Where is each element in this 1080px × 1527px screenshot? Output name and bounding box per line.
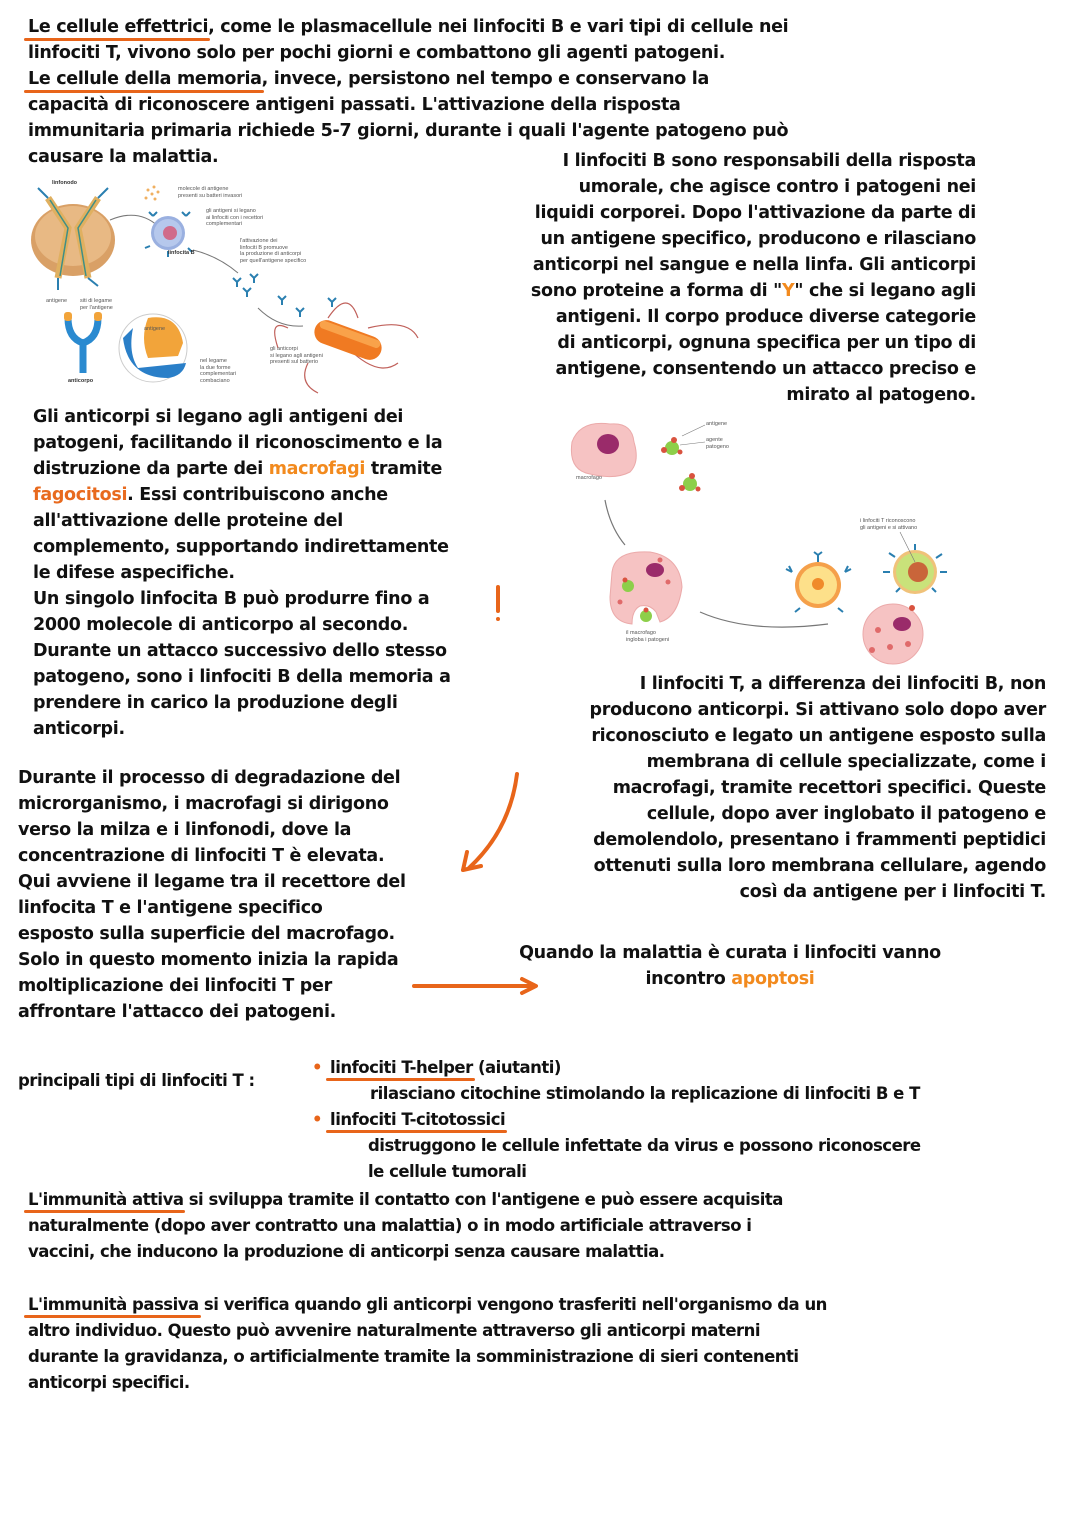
engulfing-macrophage-icon xyxy=(610,552,682,624)
active-immunity-paragraph: L'immunità attiva si sviluppa tramite il contatto con l'antigene e può essere acquisita naturalmente (dopo aver contratto una malattia) o in modo artificiale attraverso i vaccini, che inducono la produzione di anticorpi senza causare malattia. xyxy=(28,1190,783,1261)
t-types-label: principali tipi di linfociti T : xyxy=(18,1071,255,1090)
apoptosis-note: Quando la malattia è curata i linfociti vanno incontro apoptosi xyxy=(519,943,941,989)
intro-line-4: capacità di riconoscere antigeni passati. L'attivazione della risposta xyxy=(28,95,681,115)
apoptosi-highlight: apoptosi xyxy=(731,969,815,989)
intro-line-1: Le cellule effettrici, come le plasmacellule nei linfociti B e vari tipi di cellule nei xyxy=(28,17,789,37)
intro-line-5: immunitaria primaria richiede 5-7 giorni, durante i quali l'agente patogeno può xyxy=(28,121,789,141)
intro-line-6: causare la malattia. xyxy=(28,147,219,167)
macrofagi-highlight: macrofagi xyxy=(268,459,366,479)
t-cytotoxic-item: • linfociti T-citotossici xyxy=(312,1110,506,1129)
label-nel-legame: nel legame la due forme complementari combaciano xyxy=(200,358,237,384)
t-cytotoxic-term: linfociti T-citotossici xyxy=(330,1110,506,1129)
label-linfocita-b: linfocita B xyxy=(168,250,195,256)
t-helper-term: linfociti T-helper xyxy=(330,1058,473,1077)
intro-line-3: Le cellule della memoria, invece, persistono nel tempo e conservano la xyxy=(28,69,710,89)
active-immunity-term: L'immunità attiva xyxy=(28,1190,184,1209)
passive-immunity-paragraph: L'immunità passiva si verifica quando gli anticorpi vengono trasferiti nell'organismo da un altro individuo. Questo può avvenire naturalmente attraverso gli anticorpi materni durante la gravidanza, o artificialmente tramite la somministrazione di sieri contenenti anticorpi specifici. xyxy=(28,1295,827,1392)
antibodies-icon xyxy=(233,274,336,317)
activated-t-lymphocyte-icon xyxy=(883,544,947,594)
intro-paragraph xyxy=(28,14,788,170)
label-antigene: antigene xyxy=(706,421,728,427)
lymph-node-icon xyxy=(31,188,115,290)
passive-immunity-term: L'immunità passiva xyxy=(28,1295,199,1314)
exclamation-icon xyxy=(496,585,500,623)
label-ingloba: il macrofago ingloba i patogeni xyxy=(626,630,670,643)
antigen-presenting-macrophage-icon xyxy=(863,604,923,664)
label-anticorpo: anticorpo xyxy=(68,378,94,384)
label-attivazione: l'attivazione dei linfociti B promuove la produzione di anticorpi per quell'antigene specifico xyxy=(240,238,307,264)
label-linfonodo: linfonodo xyxy=(52,180,78,186)
label-antigene: antigene xyxy=(46,298,68,304)
y-shape-highlight: Y xyxy=(782,281,795,301)
effector-cells-term: Le cellule effettrici xyxy=(28,17,209,37)
figure-b-lymphocyte-antibodies xyxy=(28,178,438,398)
antigen-molecules-icon xyxy=(145,186,160,201)
label-agente-patogeno: agente patogeno xyxy=(706,437,729,450)
label-molecole: molecole di antigene presenti su batteri invasori xyxy=(178,186,243,199)
label-macrofago: macrofago xyxy=(576,475,602,481)
label-siti: siti di legame per l'antigene xyxy=(80,298,113,311)
macrophage-diagram xyxy=(560,412,980,672)
figure-macrophage-t-cells xyxy=(560,412,980,672)
label-legano: gli antigeni si legano ai linfociti con i recettori complementari xyxy=(206,208,264,227)
label-batterio: gli anticorpi si legano agli antigeni presenti sul batterio xyxy=(270,346,323,365)
intro-line-2: linfociti T, vivono solo per pochi giorni e combattono gli agenti patogeni. xyxy=(28,43,726,63)
t-types-list: • linfociti T-helper (aiutanti) rilasciano citochine stimolando la replicazione di linfociti B e T • linfociti T-citotossici distruggono le cellule infettate da virus e possono riconoscere le cellule tumorali xyxy=(312,1055,921,1185)
curved-arrow-icon xyxy=(455,770,525,880)
t-helper-item: • linfociti T-helper (aiutanti) xyxy=(312,1058,561,1077)
b-lymphocytes-paragraph: I linfociti B sono responsabili della risposta umorale, che agisce contro i patogeni nei liquidi corporei. Dopo l'attivazione da parte di un antigene specifico, producono e rilasciano anticorpi nel sangue e nella linfa. Gli anticorpi sono proteine a forma di "Y" che si legano agli antigeni. Il corpo produce diverse categorie di anticorpi, ognuna specifica per un tipo di antigene, consentendo un attacco preciso e mirato al patogeno. xyxy=(530,151,976,405)
t-lymphocyte-icon xyxy=(786,552,851,612)
label-riconoscono: i linfociti T riconoscono gli antigeni e si attivano xyxy=(860,518,918,531)
antibody-y-icon xyxy=(64,312,102,373)
degradation-paragraph: Durante il processo di degradazione del microrganismo, i macrofagi si dirigono verso la milza e i linfonodi, dove la concentrazione di linfociti T è elevata. Qui avviene il legame tra il recettore del linfocita T e l'antigene specifico esposto sulla superficie del macrofago. Solo in questo momento inizia la rapida moltiplicazione dei linfociti T per affrontare l'attacco dei patogeni. xyxy=(18,768,406,1022)
fagocitosi-highlight: fagocitosi xyxy=(33,485,128,505)
antigen-antibody-binding-icon xyxy=(119,314,187,382)
memory-cells-term: Le cellule della memoria xyxy=(28,69,262,89)
t-lymphocytes-paragraph: I linfociti T, a differenza dei linfociti B, non producono anticorpi. Si attivano solo dopo aver riconosciuto e legato un antigene esposto sulla membrana di cellule specializzate, come i macrofagi, tramite recettori specifici. Queste cellule, dopo aver inglobato il patogeno e demolendolo, presentano i frammenti peptidici ottenuti sulla loro membrana cellulare, agendo così da antigene per i linfociti T. xyxy=(589,674,1046,902)
antibodies-paragraph: Gli anticorpi si legano agli antigeni dei patogeni, facilitando il riconoscimento e la distruzione da parte dei macrofagi tramite fagocitosi. Essi contribuiscono anche all'attivazione delle proteine del complemento, supportando indirettamente le difese aspecifiche. Un singolo linfocita B può produrre fino a 2000 molecole di anticorpo al secondo. Durante un attacco successivo dello stesso patogeno, sono i linfociti B della memoria a prendere in carico la produzione degli anticorpi. xyxy=(33,407,451,739)
label-antigene-inner: antigene xyxy=(144,326,166,332)
